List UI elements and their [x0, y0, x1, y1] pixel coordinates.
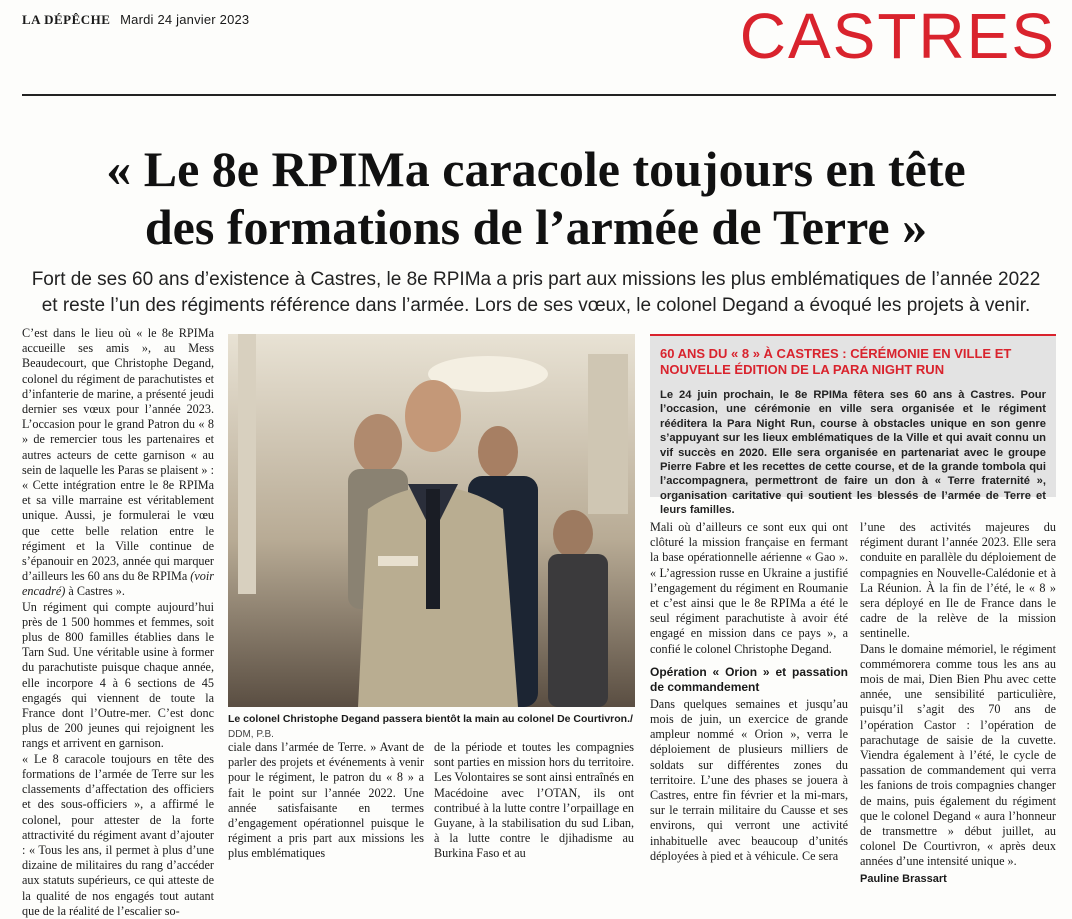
article-subhead: Opération « Orion » et passation de commandement: [650, 664, 848, 694]
photo-illustration: [228, 334, 635, 707]
box-title: 60 ANS DU « 8 » À CASTRES : CÉRÉMONIE EN VILLE ET NOUVELLE ÉDITION DE LA PARA NIGHT RUN: [660, 346, 1012, 377]
article-paragraph: Un régiment qui compte aujourd’hui près de 1 500 hommes et femmes, soit plus de 800 familles établies dans le Tarn Sud. Une véritable usine à former du parachutiste puisque chaque année, elle incorpore 4 à 6 sections de 45 engagés qui viennent de toute la France dont l’Outre-mer. C’est donc plus de 200 jeunes qui rejoignent les rangs et arrivent en garnison.: [22, 599, 214, 751]
photo-caption: [228, 712, 638, 742]
masthead: [22, 12, 249, 29]
photo-credit: DDM, P.B.: [228, 729, 274, 740]
box-text: Le 24 juin prochain, le 8e RPIMa fêtera ses 60 ans à Castres. Pour l’occasion, une cérémonie en ville sera organisée et le régiment rééditera la Para Night Run, course à obstacles unique en son genre s’appuyant sur les lieux emblématiques de la Ville et qui avait connu un vif succès en 2020. Elle sera organisée en partenariat avec le groupe Pierre Fabre et les recettes de cette course, et de la grande tombola qui l’accompagnera, permettront de faire un don à « Terre fraternité », organisation caritative qui soutient les blessés de l’armée de Terre et leurs familles.: [660, 389, 1046, 517]
lede: [0, 267, 1072, 319]
newspaper-brand: LA DÉPÊCHE: [22, 12, 111, 27]
article-column-3: [650, 520, 848, 863]
lede-line-1: Fort de ses 60 ans d’existence à Castres, le 8e RPIMa a pris part aux missions les plus emblématiques de l’année 2022: [31, 269, 1041, 290]
header-rule: [22, 94, 1056, 96]
section-title: CASTRES: [739, 0, 1056, 72]
article-paragraph: l’une des activités majeures du régiment durant l’année 2023. Elle sera conduite en parallèle du déploiement de compagnies en Nouvelle-Calédonie et à La Réunion. À la fin de l’été, le « 8 » sera déployé en Ile de France dans le cadre de la relève de la mission sentinelle.: [860, 520, 1056, 641]
article-column-4: [860, 520, 1056, 885]
article-paragraph: « Le 8 caracole toujours en tête des formations de l’armée de Terre sur les classements d’affectation des officiers et des sous-officiers », a affirmé le colonel, pour attester de la forte attractivité du régiment avant d’ajouter : « Tous les ans, il permet à plus d’une dizaine de militaires du rang d’accéder aux statuts supérieurs, ce qui atteste de la qualité de nos engagés tout autant que de la réalité de l’escalier so-: [22, 751, 214, 918]
lede-line-2: et reste l’un des régiments référence dans l’armée. Lors de ses vœux, le colonel Degand a évoqué les projets à venir.: [41, 295, 1031, 316]
article-column-1: [22, 326, 214, 918]
article-photo: [228, 334, 635, 707]
headline: [0, 140, 1072, 256]
caption-text: Le colonel Christophe Degand passera bientôt la main au colonel De Courtivron./: [228, 713, 633, 725]
sidebar-box: [650, 334, 1056, 517]
article-paragraph: Mali où d’ailleurs ce sont eux qui ont clôturé la mission française en fermant la base opérationnelle aérienne « Gao ». « L’agression russe en Ukraine a justifié l’engagement du régiment en Roumanie et c’est ainsi que le 8e RPIMa a été le seul régiment parachutiste à avoir été engagé en mission dans ce pays », a confié le colonel Christophe Degand.: [650, 520, 848, 656]
author-byline: Pauline Brassart: [860, 872, 947, 885]
article-column-2b: [434, 740, 634, 861]
article-paragraph: Dans le domaine mémoriel, le régiment commémorera comme tous les ans au mois de mai, Dien Bien Phu avec cette année, une sensibilité particulière, puisqu’il s’agit des 70 ans de l’opération Castor : l’opération de parachutage de saisie de la cuvette. Viendra également à l’été, le cycle de passation de commandement qui verra les fanions de trois compagnies changer de mains, puis également du régiment que le colonel Degand « aura l’honneur de transmettre » début juillet, au colonel De Courtivron, « après deux années d’une intensité unique ».: [860, 641, 1056, 869]
article-column-2: [228, 740, 424, 861]
article-paragraph: ciale dans l’armée de Terre. » Avant de parler des projets et événements à venir pour le régiment, le patron du « 8 » a fait le point sur l’année 2022. Une année satisfaisante en termes d’engagement opérationnel puisque le régiment a pris part aux missions les plus emblématiques: [228, 740, 424, 861]
headline-line-2: des formations de l’armée de Terre »: [144, 199, 928, 255]
article-paragraph: de la période et toutes les compagnies sont parties en mission hors du territoire. Les Volontaires se sont ainsi entraînés en Macédoine avec l’OTAN, ils ont contribué à la lutte contre l’orpaillage en Guyane, à la stabilisation du sud Liban, à la lutte contre le djihadisme au Burkina Faso et au: [434, 740, 634, 861]
headline-line-1: « Le 8e RPIMa caracole toujours en tête: [106, 141, 966, 197]
article-paragraph: C’est dans le lieu où « le 8e RPIMa accueille ses amis », au Mess Beaudecourt, que Christophe Degand, colonel du régiment de parachutistes et d’infanterie de marine, a présenté jeudi dernier ses vœux pour l’année 2023. L’occasion pour le grand Patron du « 8 » de remercier tous les partenaires et autres acteurs de cette garnison « au sein de laquelle les Paras se plaisent » : « Cette intégration entre le 8e RPIMa et sa ville marraine est véritablement unique. Aussi, je formulerai le vœu que cette belle relation entre le régiment et la Ville continue de s’épanouir en 2023, année qui marquer d’ailleurs les 60 ans du 8e RPIMa (voir encadré) à Castres ».: [22, 326, 214, 599]
issue-date: Mardi 24 janvier 2023: [120, 12, 250, 27]
article-paragraph: Dans quelques semaines et jusqu’au mois de juin, un exercice de grande ampleur nommé « Orion », verra le déploiement de plusieurs milliers de soldats sur différentes zones du territoire. L’une des phases se jouera à Castres, entre fin février et la mi-mars, sur le terrain militaire du Causse et ses environs, qui verront une activité inhabituelle avec beaucoup d’unités déployées à pied et à véhicule. Ce sera: [650, 696, 848, 863]
